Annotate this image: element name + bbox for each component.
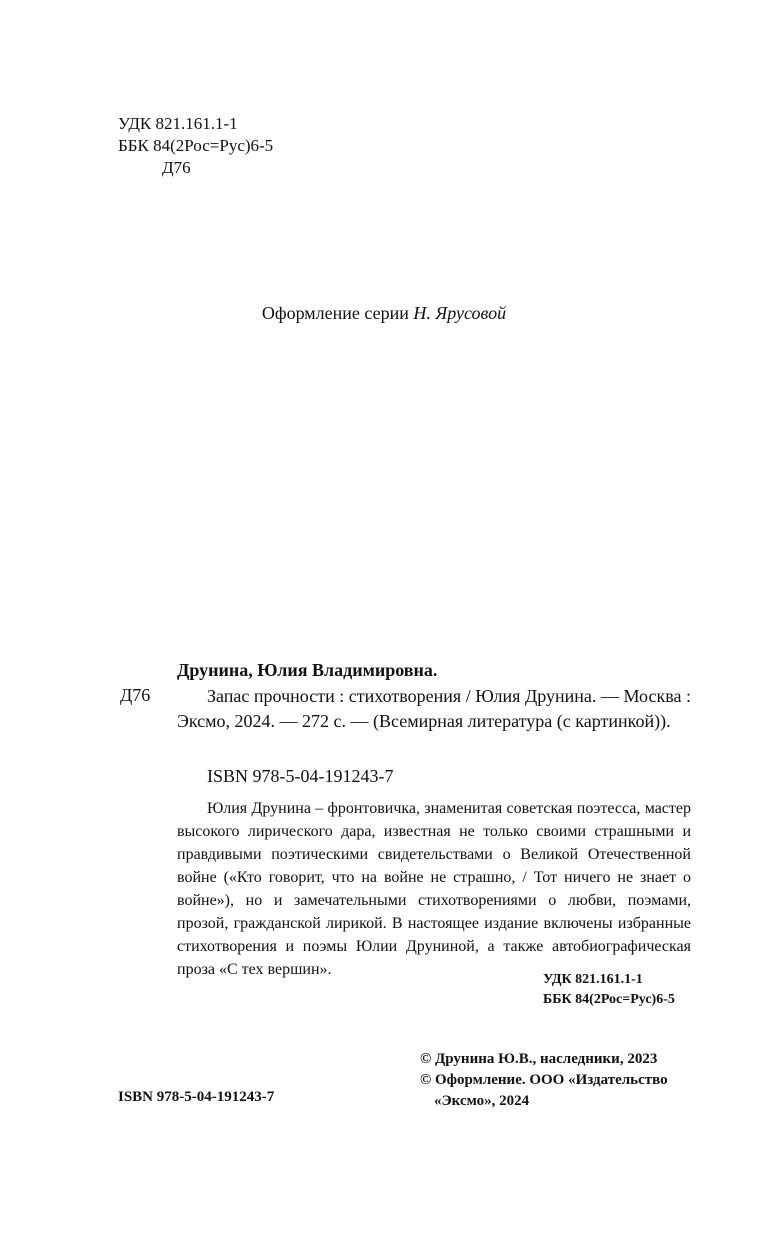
design-credit-prefix: Оформление серии <box>261 303 414 323</box>
bottom-classification-codes <box>543 970 675 1010</box>
designer-name: Н. Ярусовой <box>413 303 507 323</box>
record-author-mark: Д76 <box>120 685 151 705</box>
isbn-bottom: ISBN 978-5-04-191243-7 <box>118 1089 275 1105</box>
bbk-code: ББК 84(2Рос=Рус)6-5 <box>118 136 274 155</box>
footer-bbk-code: ББК 84(2Рос=Рус)6-5 <box>543 992 675 1007</box>
bibliographic-description: Запас прочности : стихотворения / Юлия Друнина. — Москва : Эксмо, 2024. — 272 с. — (Всемирная литература (с картинкой)). <box>177 686 691 731</box>
footer-udk-code: УДК 821.161.1-1 <box>543 972 643 987</box>
series-design-credit <box>0 303 768 324</box>
author-heading: Друнина, Юлия Владимировна. <box>177 660 438 680</box>
copyright-publisher: «Эксмо», 2024 <box>434 1093 530 1109</box>
udk-code: УДК 821.161.1-1 <box>118 114 238 133</box>
top-classification-codes <box>118 113 273 179</box>
book-annotation: Юлия Друнина – фронтовичка, знаменитая советская поэтесса, мастер высокого лирического дара, известная не только своими страшными и правдивыми поэтическими свидетельствами о Великой Отечественной войне («Кто говорит, что на войне не страшно, / Тот ничего не знает о войне»), но и замечательными стихотворениями о любви, поэмами, прозой, гражданской лирикой. В настоящее издание включены избранные стихотворения и поэмы Юлии Друниной, а также автобиографическая проза «С тех вершин». <box>177 800 691 978</box>
copyright-author: © Друнина Ю.В., наследники, 2023 <box>420 1051 658 1067</box>
copyright-design: © Оформление. ООО «Издательство <box>420 1072 668 1088</box>
author-mark-code: Д76 <box>162 158 191 177</box>
record-isbn: ISBN 978-5-04-191243-7 <box>207 766 394 786</box>
copyright-block <box>420 1049 668 1112</box>
